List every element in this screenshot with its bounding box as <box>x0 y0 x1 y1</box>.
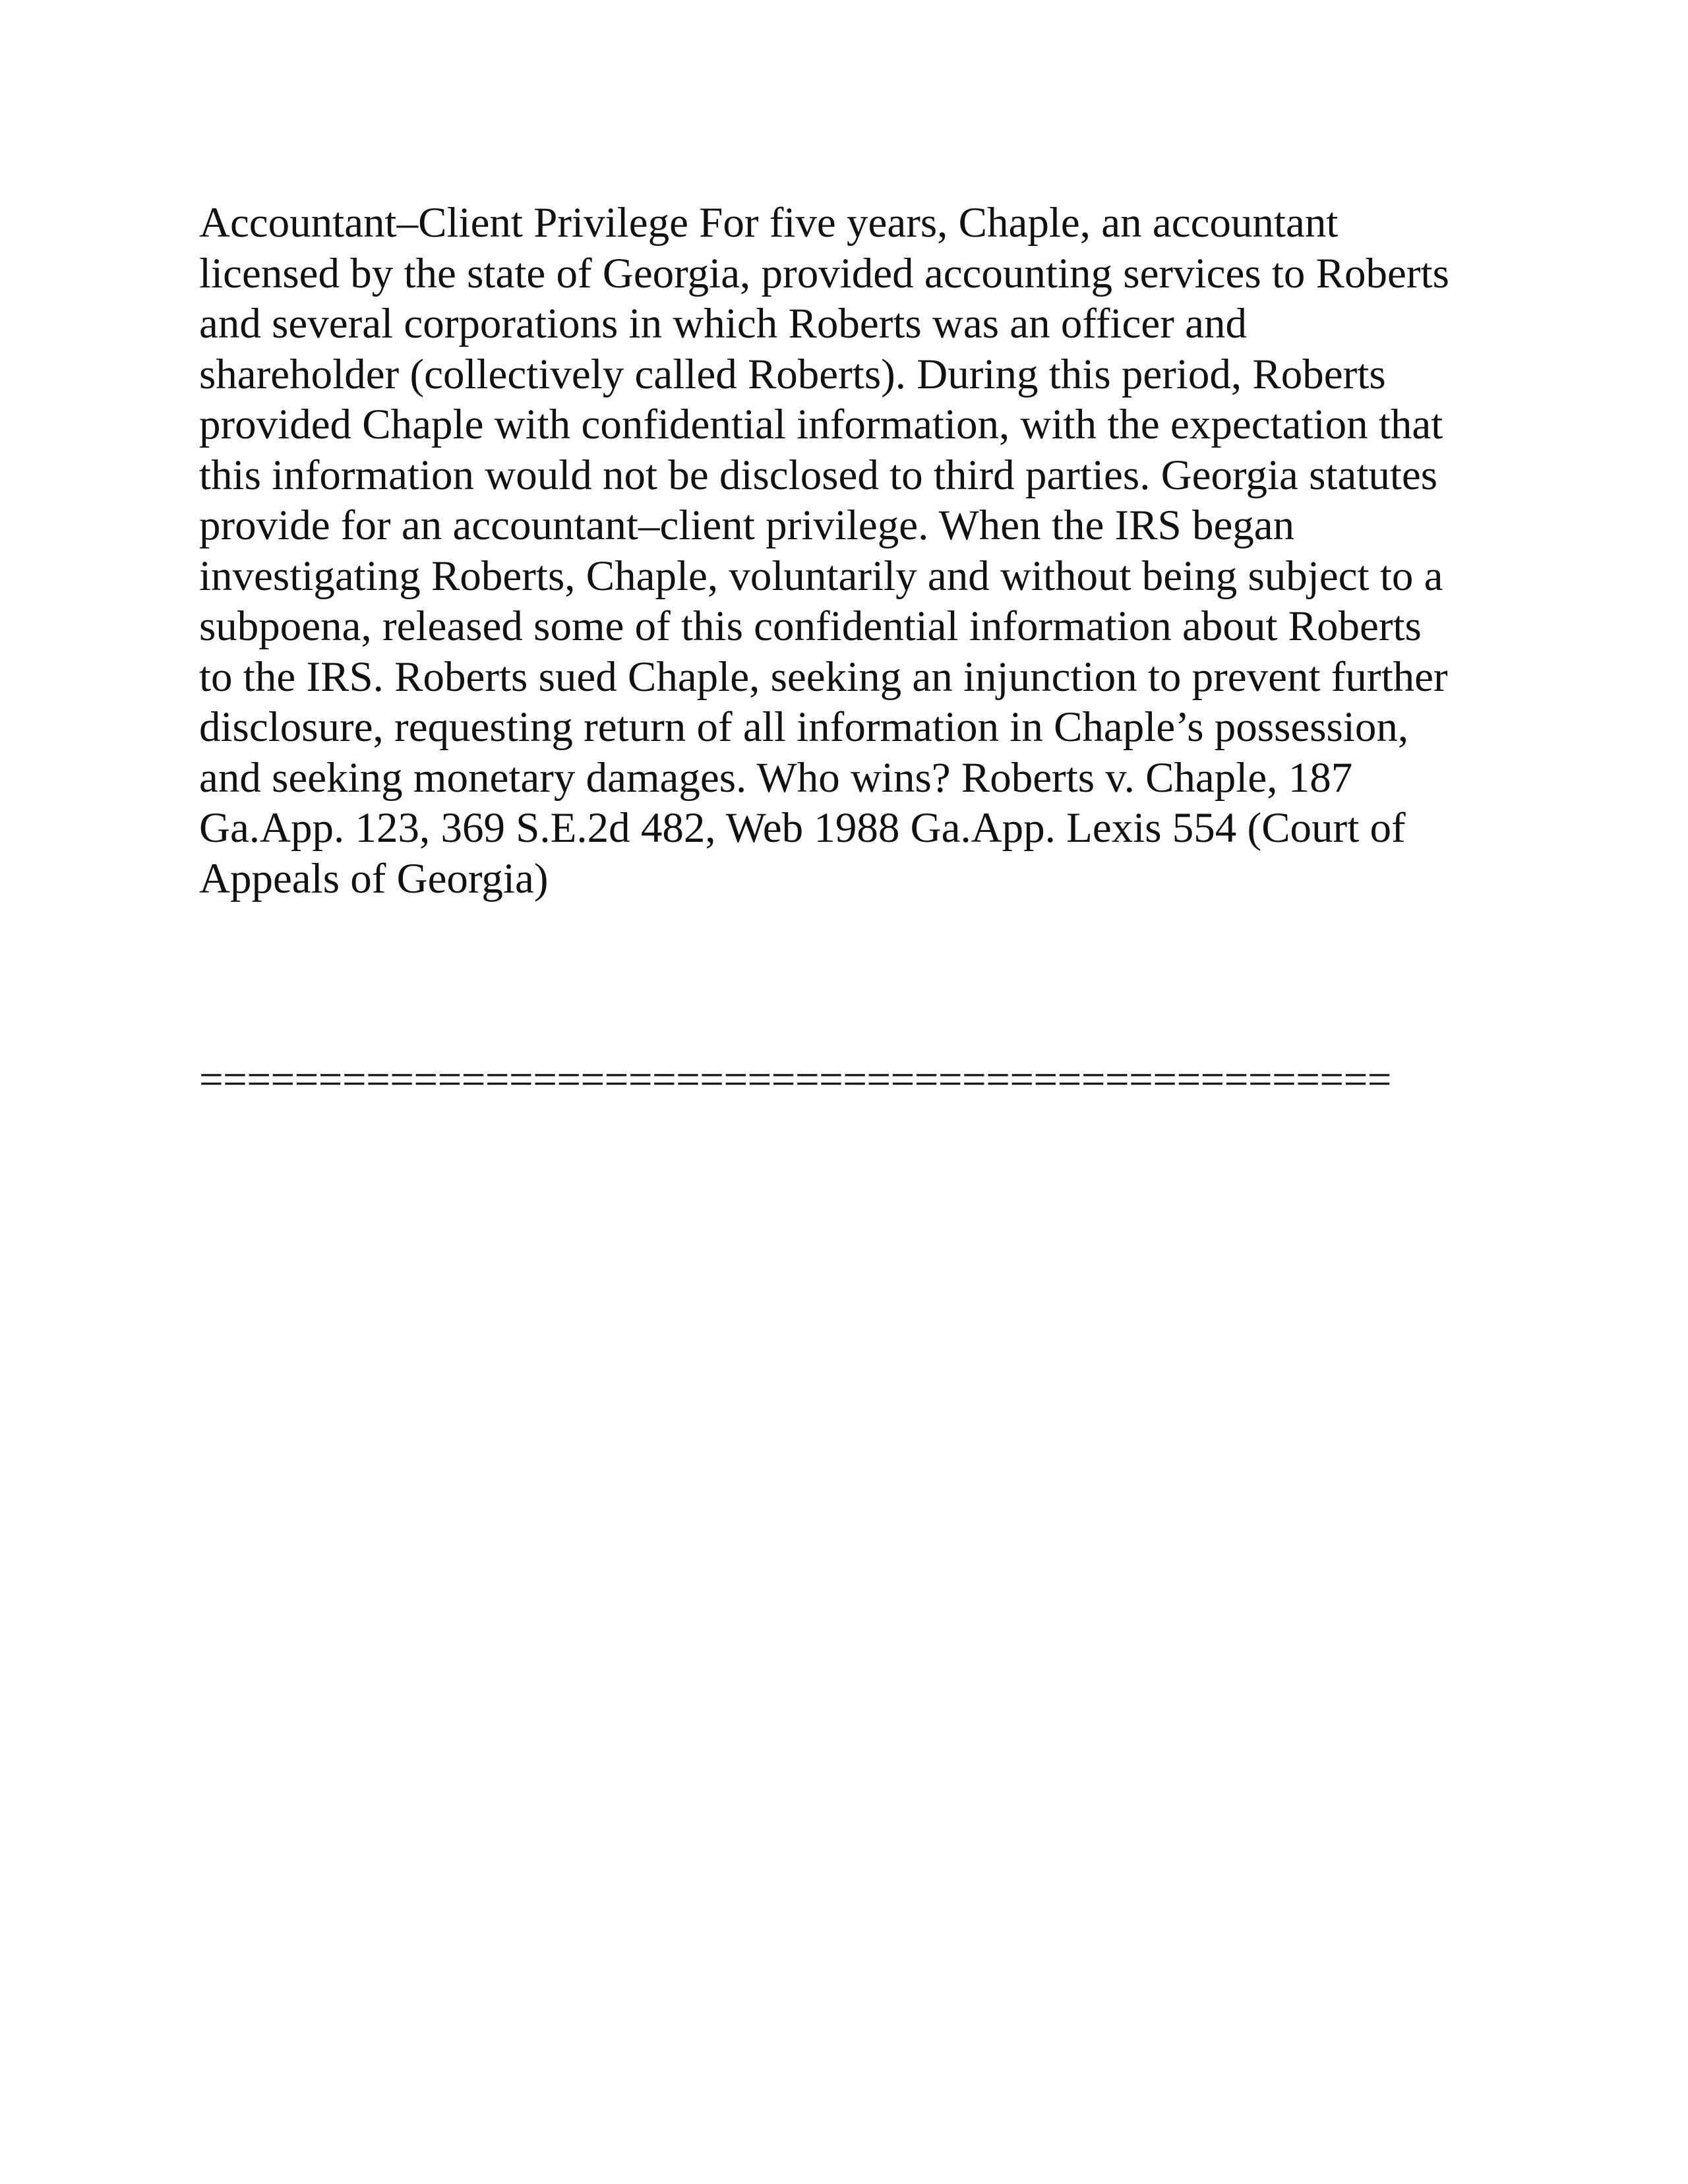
paragraph-line: investigating Roberts, Chaple, voluntarily and without being subject to a <box>199 552 1443 600</box>
paragraph-line: and seeking monetary damages. Who wins? Roberts v. Chaple, 187 <box>199 753 1353 802</box>
paragraph-line: Accountant–Client Privilege For five years, Chaple, an accountant <box>199 199 1339 247</box>
separator-line: ================================================== <box>199 1056 1391 1104</box>
paragraph-line: provided Chaple with confidential information, with the expectation that <box>199 401 1443 448</box>
paragraph-line: disclosure, requesting return of all information in Chaple’s possession, <box>199 703 1409 751</box>
paragraph-line: provide for an accountant–client privilege. When the IRS began <box>199 502 1295 549</box>
case-paragraph <box>199 198 1505 904</box>
paragraph-line: and several corporations in which Roberts was an officer and <box>199 300 1247 347</box>
paragraph-line: this information would not be disclosed to third parties. Georgia statutes <box>199 451 1438 499</box>
paragraph-line: Ga.App. 123, 369 S.E.2d 482, Web 1988 Ga.App. Lexis 554 (Court of <box>199 804 1406 852</box>
paragraph-line: shareholder (collectively called Roberts). During this period, Roberts <box>199 350 1386 398</box>
paragraph-line: subpoena, released some of this confidential information about Roberts <box>199 603 1422 650</box>
paragraph-line: to the IRS. Roberts sued Chaple, seeking an injunction to prevent further <box>199 653 1448 701</box>
paragraph-line: Appeals of Georgia) <box>199 854 549 902</box>
paragraph-line: licensed by the state of Georgia, provided accounting services to Roberts <box>199 249 1449 297</box>
